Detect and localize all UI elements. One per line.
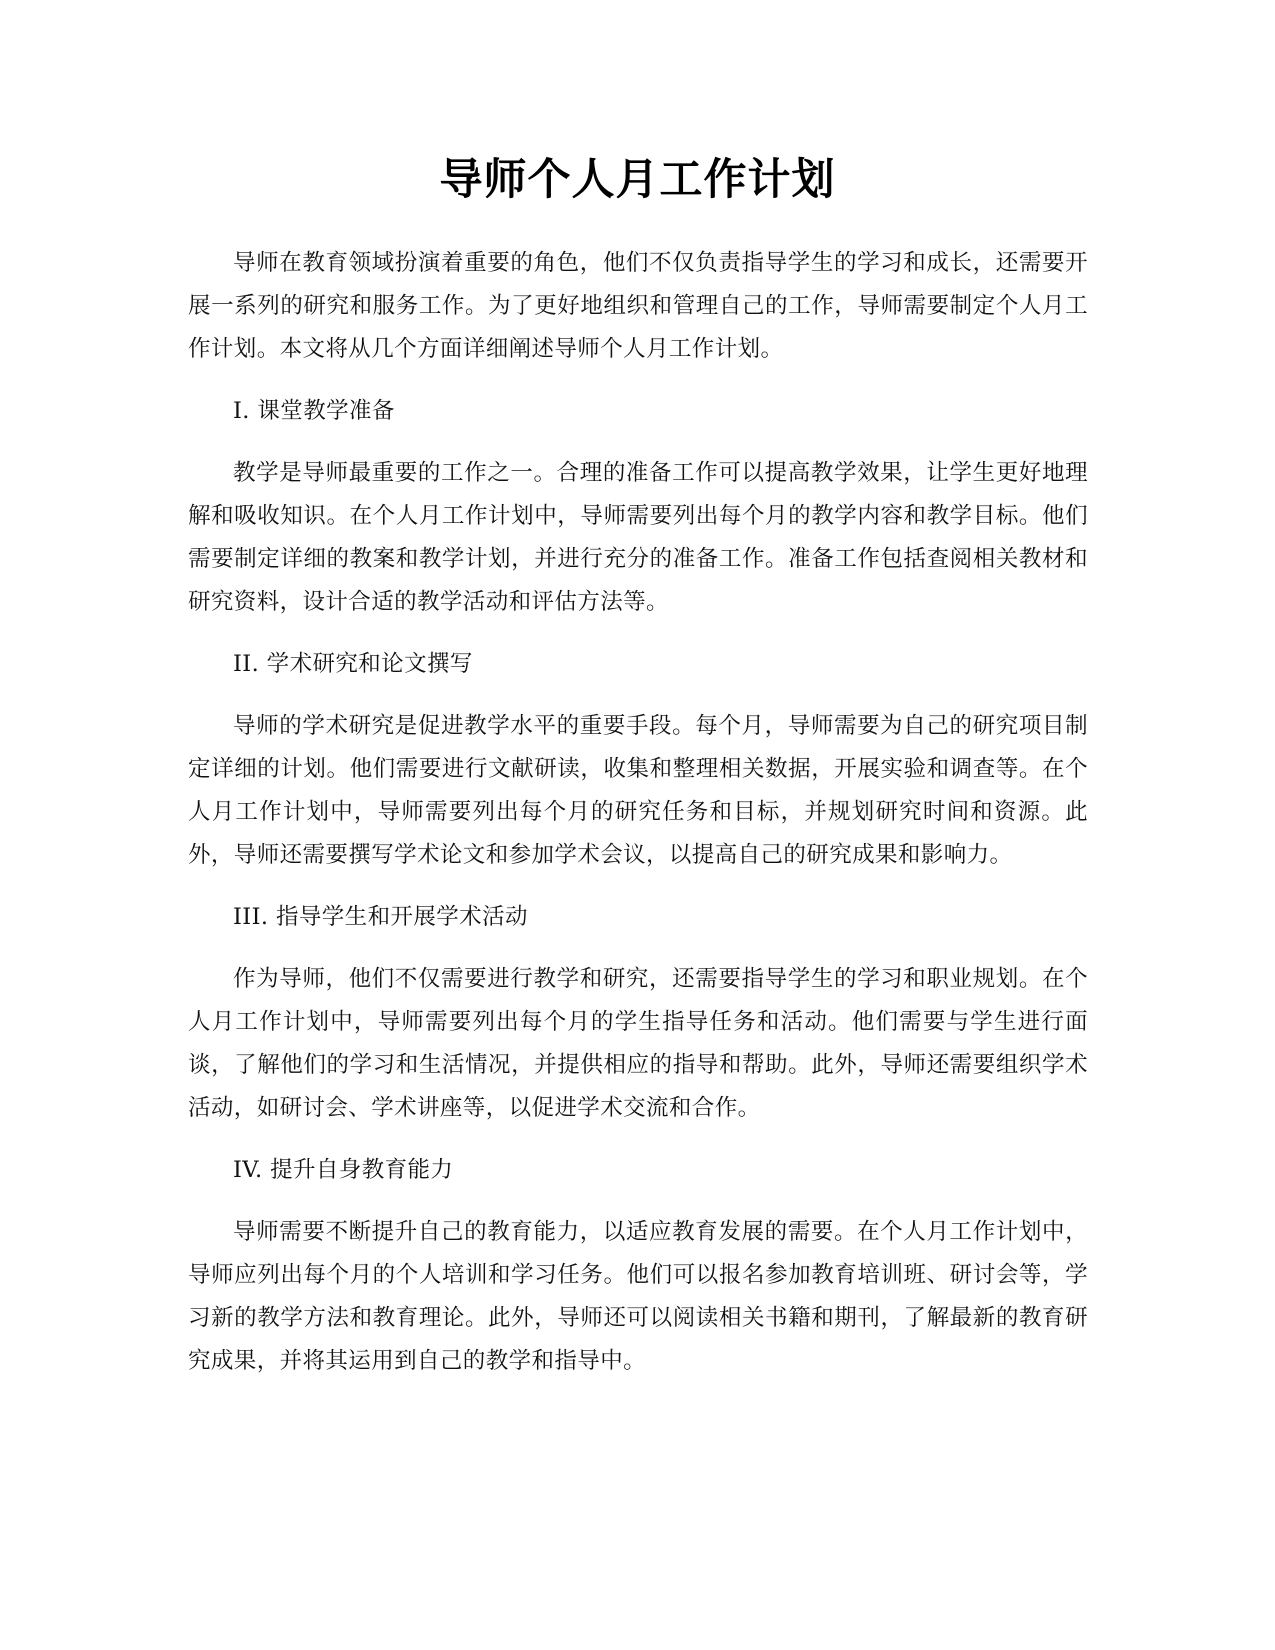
- intro-paragraph: 导师在教育领域扮演着重要的角色，他们不仅负责指导学生的学习和成长，还需要开展一系列的研究和服务工作。为了更好地组织和管理自己的工作，导师需要制定个人月工作计划。本文将从几个方面详细阐述导师个人月工作计划。: [188, 250, 1088, 362]
- section-heading-4: IV. 提升自身教育能力: [233, 1157, 454, 1183]
- section-heading-1: I. 课堂教学准备: [233, 398, 395, 424]
- document-title: 导师个人月工作计划: [439, 155, 836, 205]
- section-body-3: 作为导师，他们不仅需要进行教学和研究，还需要指导学生的学习和职业规划。在个人月工作计划中，导师需要列出每个月的学生指导任务和活动。他们需要与学生进行面谈，了解他们的学习和生活情况，并提供相应的指导和帮助。此外，导师还需要组织学术活动，如研讨会、学术讲座等，以促进学术交流和合作。: [188, 966, 1088, 1121]
- section-heading-3: III. 指导学生和开展学术活动: [233, 904, 528, 930]
- section-body-4: 导师需要不断提升自己的教育能力，以适应教育发展的需要。在个人月工作计划中，导师应列出每个月的个人培训和学习任务。他们可以报名参加教育培训班、研讨会等，学习新的教学方法和教育理论。此外，导师还可以阅读相关书籍和期刊，了解最新的教育研究成果，并将其运用到自己的教学和指导中。: [188, 1219, 1088, 1374]
- section-body-1: 教学是导师最重要的工作之一。合理的准备工作可以提高教学效果，让学生更好地理解和吸收知识。在个人月工作计划中，导师需要列出每个月的教学内容和教学目标。他们需要制定详细的教案和教学计划，并进行充分的准备工作。准备工作包括查阅相关教材和研究资料，设计合适的教学活动和评估方法等。: [188, 460, 1088, 615]
- document-body: [188, 242, 1088, 1402]
- section-heading-2: II. 学术研究和论文撰写: [233, 651, 473, 677]
- section-body-2: 导师的学术研究是促进教学水平的重要手段。每个月，导师需要为自己的研究项目制定详细的计划。他们需要进行文献研读，收集和整理相关数据，开展实验和调查等。在个人月工作计划中，导师需要列出每个月的研究任务和目标，并规划研究时间和资源。此外，导师还需要撰写学术论文和参加学术会议，以提高自己的研究成果和影响力。: [188, 713, 1088, 868]
